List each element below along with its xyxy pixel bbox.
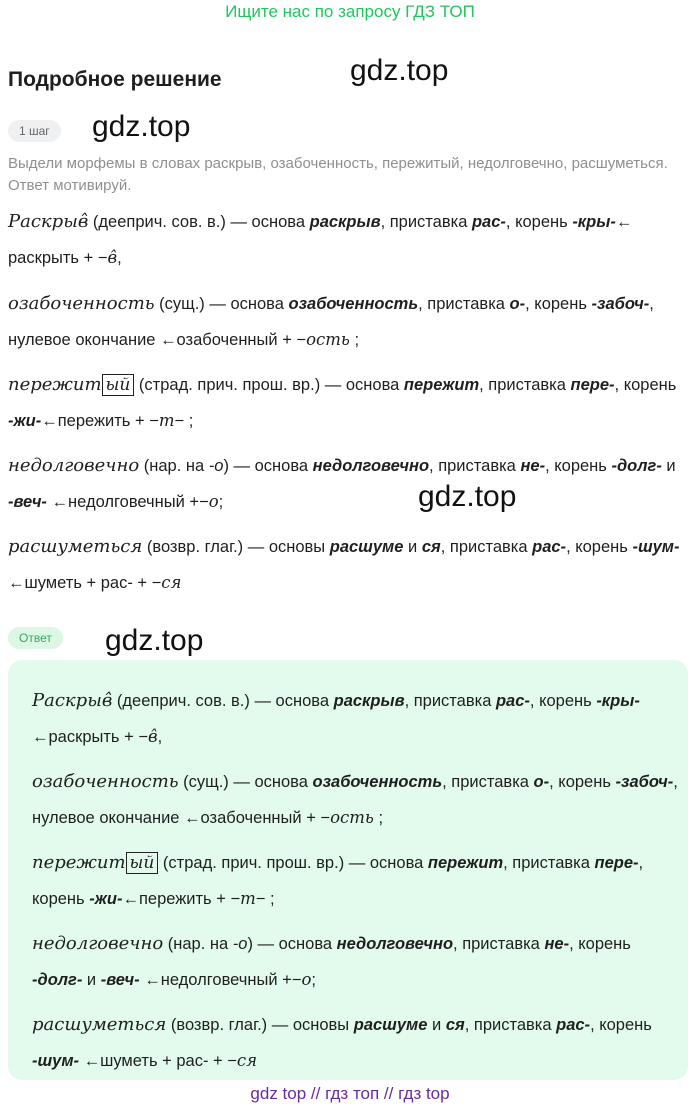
task-text: Выдели морфемы в словах раскрыв, озабоченность, пережитый, недолговечно, расшуметься. Ответ мотивируй. xyxy=(8,155,668,194)
solution-item-raskryv: Раскрыв̂ (дееприч. сов. в.) — основа раскрыв, приставка рас-, корень -кры-← раскрыть + −в̂, xyxy=(8,211,633,267)
watermark: gdz.top xyxy=(350,54,449,87)
search-hint-link[interactable]: Ищите нас по запросу ГДЗ ТОП xyxy=(225,2,475,21)
answer-item-raskryv: Раскрыв̂ (дееприч. сов. в.) — основа раскрыв, приставка рас-, корень -кры-←раскрыть + −в̂, xyxy=(32,690,640,746)
watermark: gdz.top xyxy=(92,110,191,143)
page-title: Подробное решение xyxy=(8,68,222,91)
answer-item-perezhityi: пережит ый (страд. прич. прош. вр.) — основа пережит, приставка пере-, корень -жи-←пережить + −т− ; xyxy=(32,852,644,908)
solution-item-ozabochennost: озабоченность (сущ.) — основа озабоченность, приставка о-, корень -забоч-, нулевое окончание ←озабоченный + −ость ; xyxy=(8,293,654,349)
watermark: gdz.top xyxy=(418,480,517,513)
watermark: gdz.top xyxy=(105,624,204,657)
solution-item-nedolgovechno: недолговечно (нар. на -о) — основа недолговечно, приставка не-, корень -долг- и -веч- ←недолговечный +−о; xyxy=(8,455,676,511)
solution-item-rasshumetsya: расшуметься (возвр. глаг.) — основы расшуме и ся, приставка рас-, корень -шум- ←шуметь + рас- + −ся xyxy=(8,536,680,592)
answer-badge: Ответ xyxy=(8,627,63,649)
footer-links[interactable]: gdz top // гдз топ // гдз top xyxy=(250,1084,450,1103)
solution-item-perezhityi: пережит ый (страд. прич. прош. вр.) — основа пережит, приставка пере-, корень -жи-←пережить + −т− ; xyxy=(8,374,677,430)
answer-item-nedolgovechno: недолговечно (нар. на -о) — основа недолговечно, приставка не-, корень -долг- и -веч- ←недолговечный +−о; xyxy=(32,933,631,989)
answer-item-ozabochennost: озабоченность (сущ.) — основа озабоченность, приставка о-, корень -забоч-, нулевое окончание ←озабоченный + −ость ; xyxy=(32,771,678,827)
step-badge: 1 шаг xyxy=(8,120,61,142)
answer-item-rasshumetsya: расшуметься (возвр. глаг.) — основы расшуме и ся, приставка рас-, корень -шум- ←шуметь + рас- + −ся xyxy=(32,1014,652,1070)
